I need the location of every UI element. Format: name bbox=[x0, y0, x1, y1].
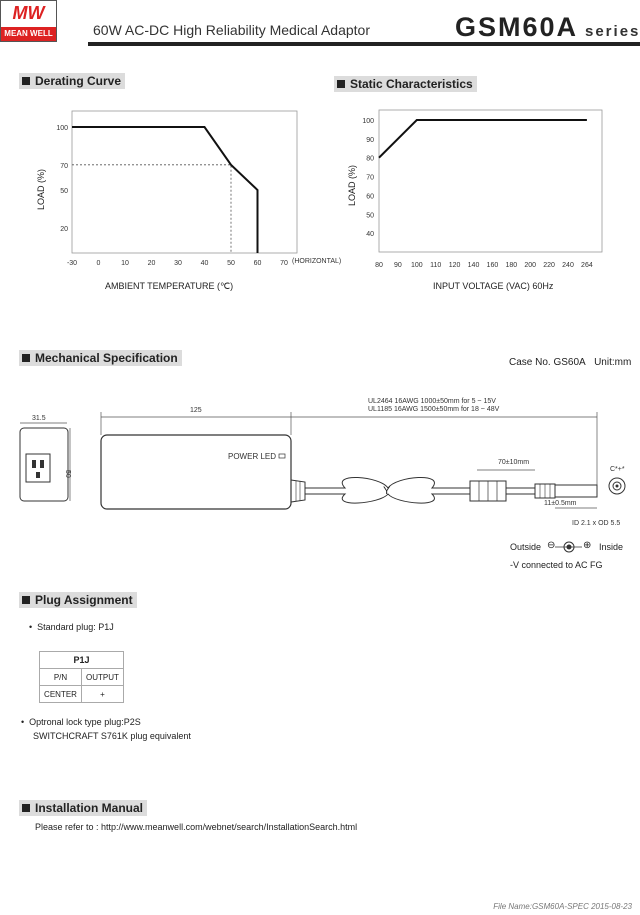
derating-y-tick: 70 bbox=[60, 162, 68, 170]
static-x-tick: 100 bbox=[410, 262, 423, 269]
derating-y-tick: 20 bbox=[60, 225, 68, 233]
polarity-plus-icon: ⊕ bbox=[583, 540, 592, 551]
derating-y-tick: 50 bbox=[60, 188, 68, 195]
svg-text:Y: Y bbox=[383, 485, 391, 497]
static-y-tick: 100 bbox=[362, 118, 374, 125]
derating-x-tick: 30 bbox=[174, 260, 182, 267]
header-rule bbox=[88, 42, 640, 46]
section-installation-manual: Installation Manual bbox=[19, 800, 147, 816]
dim-length: 125 bbox=[190, 407, 202, 414]
derating-x-tick: 60 bbox=[253, 260, 262, 267]
mechanical-drawing bbox=[0, 390, 640, 565]
derating-x-tick: 70 bbox=[280, 260, 288, 267]
col-output: OUTPUT bbox=[82, 669, 124, 686]
static-y-tick: 80 bbox=[366, 155, 374, 163]
derating-x-tick: 20 bbox=[147, 260, 156, 267]
static-x-tick: 240 bbox=[562, 262, 574, 269]
dim-width: 31.5 bbox=[32, 415, 46, 422]
static-y-tick: 50 bbox=[366, 212, 374, 220]
static-x-tick: 110 bbox=[430, 262, 442, 269]
install-text: Please refer to : http://www.meanwell.com/webnet/search/InstallationSearch.html bbox=[35, 822, 358, 832]
static-y-tick: 60 bbox=[366, 193, 374, 201]
row-output: + bbox=[82, 686, 124, 703]
polarity-outside: Outside bbox=[510, 542, 542, 552]
static-x-tick: 200 bbox=[524, 262, 537, 269]
adapter-body bbox=[101, 435, 291, 509]
series-label: series bbox=[585, 23, 640, 40]
derating-x-axis-note: (HORIZONTAL) bbox=[292, 258, 342, 265]
static-x-tick: 90 bbox=[394, 262, 402, 269]
cable-spec-2: UL1185 16AWG 1500±50mm for 18 ~ 48V bbox=[368, 406, 500, 413]
static-x-tick: 120 bbox=[448, 262, 461, 269]
standard-plug: • Standard plug: P1J bbox=[29, 622, 114, 632]
static-xlabel: INPUT VOLTAGE (VAC) 60Hz bbox=[433, 281, 554, 291]
dim-height: 50 bbox=[64, 470, 71, 478]
polarity-minus-icon: ⊖ bbox=[547, 540, 556, 551]
static-x-tick: 160 bbox=[486, 262, 499, 269]
static-frame bbox=[379, 110, 602, 252]
section-plug-assignment: Plug Assignment bbox=[19, 592, 137, 608]
derating-xlabel: AMBIENT TEMPERATURE (℃) bbox=[105, 281, 234, 291]
static-y-tick: 90 bbox=[366, 136, 374, 144]
optional-plug-note: SWITCHCRAFT S761K plug equivalent bbox=[33, 731, 191, 741]
cable-spec-1: UL2464 16AWG 1000±50mm for 5 ~ 15V bbox=[368, 398, 496, 405]
power-led-indicator bbox=[279, 454, 285, 458]
static-x-tick: 180 bbox=[505, 262, 518, 269]
polarity-inside: Inside bbox=[599, 542, 624, 552]
col-pin: P/N bbox=[40, 669, 82, 686]
dim-plug: 11±0.5mm bbox=[544, 500, 577, 507]
bullet-square-icon bbox=[22, 354, 30, 362]
derating-y-tick: 100 bbox=[56, 125, 68, 132]
static-x-tick: 80 bbox=[375, 262, 383, 269]
derating-x-tick: 50 bbox=[227, 260, 235, 267]
static-ylabel: LOAD (%) bbox=[347, 164, 357, 206]
p1j-table bbox=[39, 651, 124, 703]
section-derating-curve: Derating Curve bbox=[19, 73, 125, 89]
plug-size: ID 2.1 x OD 5.5 bbox=[572, 520, 621, 527]
logo-text: MEAN WELL bbox=[1, 27, 56, 41]
static-x-tick: 140 bbox=[467, 262, 480, 269]
static-x-tick: 220 bbox=[543, 262, 555, 269]
bullet-square-icon bbox=[22, 596, 30, 604]
static-y-tick: 40 bbox=[366, 231, 374, 239]
derating-x-tick: 0 bbox=[96, 260, 101, 267]
section-mechanical-spec: Mechanical Specification bbox=[19, 350, 182, 366]
derating-x-tick: 10 bbox=[121, 260, 129, 267]
static-chart bbox=[350, 100, 610, 290]
derating-frame bbox=[72, 111, 297, 253]
section-static-characteristics: Static Characteristics bbox=[334, 76, 477, 92]
power-led-label: POWER LED bbox=[228, 452, 277, 461]
product-subtitle: 60W AC-DC High Reliability Medical Adaptor bbox=[93, 22, 370, 38]
derating-series-line bbox=[72, 127, 258, 253]
row-pin: CENTER bbox=[40, 686, 82, 703]
static-y-tick: 70 bbox=[366, 174, 374, 182]
static-x-tick: 264 bbox=[581, 262, 593, 269]
bullet-square-icon bbox=[22, 804, 30, 812]
fg-note: -V connected to AC FG bbox=[510, 560, 603, 570]
derating-x-tick: 40 bbox=[200, 260, 209, 267]
derating-reference-line bbox=[72, 165, 231, 253]
logo-mark: MW bbox=[12, 3, 45, 23]
brand-logo bbox=[0, 0, 57, 42]
derating-chart bbox=[30, 100, 330, 300]
static-series-line bbox=[379, 120, 587, 158]
c-label: C*+* bbox=[610, 466, 625, 473]
bullet-square-icon bbox=[337, 80, 345, 88]
footer-filename: File Name:GSM60A-SPEC 2015-08-23 bbox=[493, 902, 632, 911]
case-number: Case No. GS60A Unit:mm bbox=[509, 357, 632, 368]
optional-plug: • Optronal lock type plug:P2S bbox=[21, 717, 141, 727]
derating-ylabel: LOAD (%) bbox=[36, 168, 46, 210]
dim-ferrite: 70±10mm bbox=[498, 459, 530, 466]
p1j-title: P1J bbox=[40, 652, 124, 669]
bullet-square-icon bbox=[22, 77, 30, 85]
model-name: GSM60A bbox=[455, 12, 579, 42]
derating-x-tick: -30 bbox=[66, 260, 78, 267]
